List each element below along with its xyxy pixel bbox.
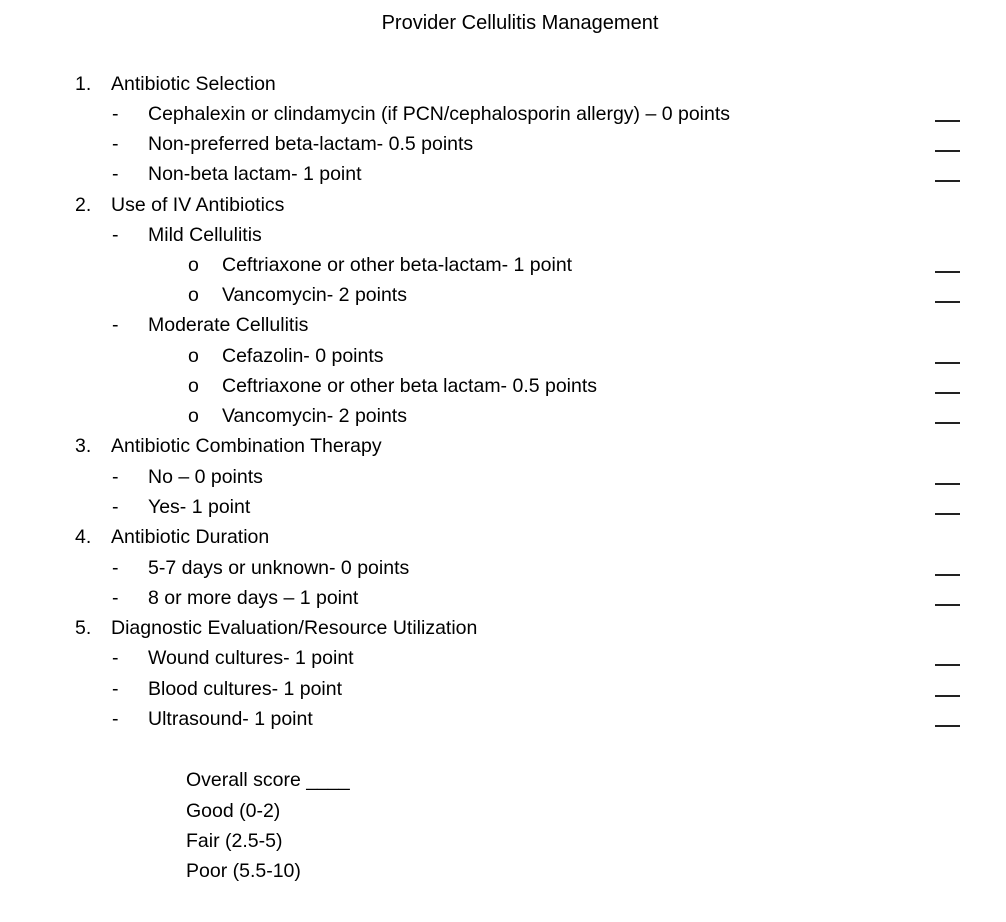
item-text: Vancomycin- 2 points bbox=[222, 405, 407, 427]
overall-score-label: Overall score bbox=[186, 769, 301, 791]
section-number: 5. bbox=[75, 617, 92, 639]
dash-bullet: - bbox=[112, 103, 119, 125]
score-blank[interactable] bbox=[935, 271, 960, 273]
section-number: 1. bbox=[75, 73, 92, 95]
section-1-heading bbox=[0, 69, 1006, 99]
list-item bbox=[0, 643, 1006, 673]
section-number: 2. bbox=[75, 194, 92, 216]
item-text: Ultrasound- 1 point bbox=[148, 708, 313, 730]
dash-bullet: - bbox=[112, 496, 119, 518]
item-text: 5-7 days or unknown- 0 points bbox=[148, 557, 410, 579]
overall-score-line bbox=[186, 765, 350, 795]
item-text: Ceftriaxone or other beta lactam- 0.5 points bbox=[222, 375, 598, 397]
item-text: No – 0 points bbox=[148, 466, 263, 488]
dash-bullet: - bbox=[112, 708, 119, 730]
item-text: Cefazolin- 0 points bbox=[222, 345, 384, 367]
section-3-heading bbox=[0, 431, 1006, 461]
score-blank[interactable] bbox=[935, 725, 960, 727]
list-item bbox=[0, 401, 1006, 431]
list-item bbox=[0, 250, 1006, 280]
subgroup-heading bbox=[0, 310, 1006, 340]
score-blank[interactable] bbox=[935, 120, 960, 122]
dash-bullet: - bbox=[112, 224, 119, 246]
subgroup-label: Mild Cellulitis bbox=[148, 224, 262, 246]
section-title: Diagnostic Evaluation/Resource Utilization bbox=[111, 617, 478, 639]
score-blank[interactable] bbox=[935, 695, 960, 697]
circle-bullet: o bbox=[188, 254, 199, 276]
list-item bbox=[0, 674, 1006, 704]
score-blank[interactable] bbox=[935, 180, 960, 182]
item-text: Non-beta lactam- 1 point bbox=[148, 163, 362, 185]
overall-score-blank[interactable]: ____ bbox=[306, 769, 350, 791]
list-item bbox=[0, 280, 1006, 310]
dash-bullet: - bbox=[112, 557, 119, 579]
item-text: Yes- 1 point bbox=[148, 496, 251, 518]
section-2-heading bbox=[0, 190, 1006, 220]
list-item bbox=[0, 129, 1006, 159]
score-range-poor: Poor (5.5-10) bbox=[186, 860, 301, 882]
list-item bbox=[0, 341, 1006, 371]
section-title: Antibiotic Selection bbox=[111, 73, 276, 95]
section-4-heading bbox=[0, 522, 1006, 552]
item-text: Vancomycin- 2 points bbox=[222, 284, 407, 306]
score-blank[interactable] bbox=[935, 664, 960, 666]
list-item bbox=[0, 371, 1006, 401]
score-blank[interactable] bbox=[935, 392, 960, 394]
section-number: 3. bbox=[75, 435, 92, 457]
score-blank[interactable] bbox=[935, 574, 960, 576]
section-title: Use of IV Antibiotics bbox=[111, 194, 285, 216]
subgroup-heading bbox=[0, 220, 1006, 250]
dash-bullet: - bbox=[112, 587, 119, 609]
score-blank[interactable] bbox=[935, 513, 960, 515]
section-number: 4. bbox=[75, 526, 92, 548]
item-text: Blood cultures- 1 point bbox=[148, 678, 343, 700]
list-item bbox=[0, 462, 1006, 492]
document-title: Provider Cellulitis Management bbox=[381, 12, 659, 34]
circle-bullet: o bbox=[188, 405, 199, 427]
list-item bbox=[0, 492, 1006, 522]
section-5-heading bbox=[0, 613, 1006, 643]
dash-bullet: - bbox=[112, 163, 119, 185]
section-title: Antibiotic Combination Therapy bbox=[111, 435, 382, 457]
section-title: Antibiotic Duration bbox=[111, 526, 270, 548]
item-text: 8 or more days – 1 point bbox=[148, 587, 359, 609]
score-blank[interactable] bbox=[935, 483, 960, 485]
dash-bullet: - bbox=[112, 466, 119, 488]
circle-bullet: o bbox=[188, 284, 199, 306]
list-item bbox=[0, 583, 1006, 613]
dash-bullet: - bbox=[112, 314, 119, 336]
circle-bullet: o bbox=[188, 375, 199, 397]
circle-bullet: o bbox=[188, 345, 199, 367]
score-range-fair: Fair (2.5-5) bbox=[186, 830, 283, 852]
dash-bullet: - bbox=[112, 678, 119, 700]
item-text: Cephalexin or clindamycin (if PCN/cephalosporin allergy) – 0 points bbox=[148, 103, 731, 125]
item-text: Non-preferred beta-lactam- 0.5 points bbox=[148, 133, 474, 155]
list-item bbox=[0, 99, 1006, 129]
list-item bbox=[0, 159, 1006, 189]
subgroup-label: Moderate Cellulitis bbox=[148, 314, 309, 336]
score-range-good: Good (0-2) bbox=[186, 800, 281, 822]
score-blank[interactable] bbox=[935, 422, 960, 424]
item-text: Ceftriaxone or other beta-lactam- 1 point bbox=[222, 254, 573, 276]
dash-bullet: - bbox=[112, 133, 119, 155]
score-blank[interactable] bbox=[935, 362, 960, 364]
score-blank[interactable] bbox=[935, 150, 960, 152]
item-text: Wound cultures- 1 point bbox=[148, 647, 354, 669]
score-blank[interactable] bbox=[935, 604, 960, 606]
dash-bullet: - bbox=[112, 647, 119, 669]
list-item bbox=[0, 553, 1006, 583]
list-item bbox=[0, 704, 1006, 734]
score-blank[interactable] bbox=[935, 301, 960, 303]
